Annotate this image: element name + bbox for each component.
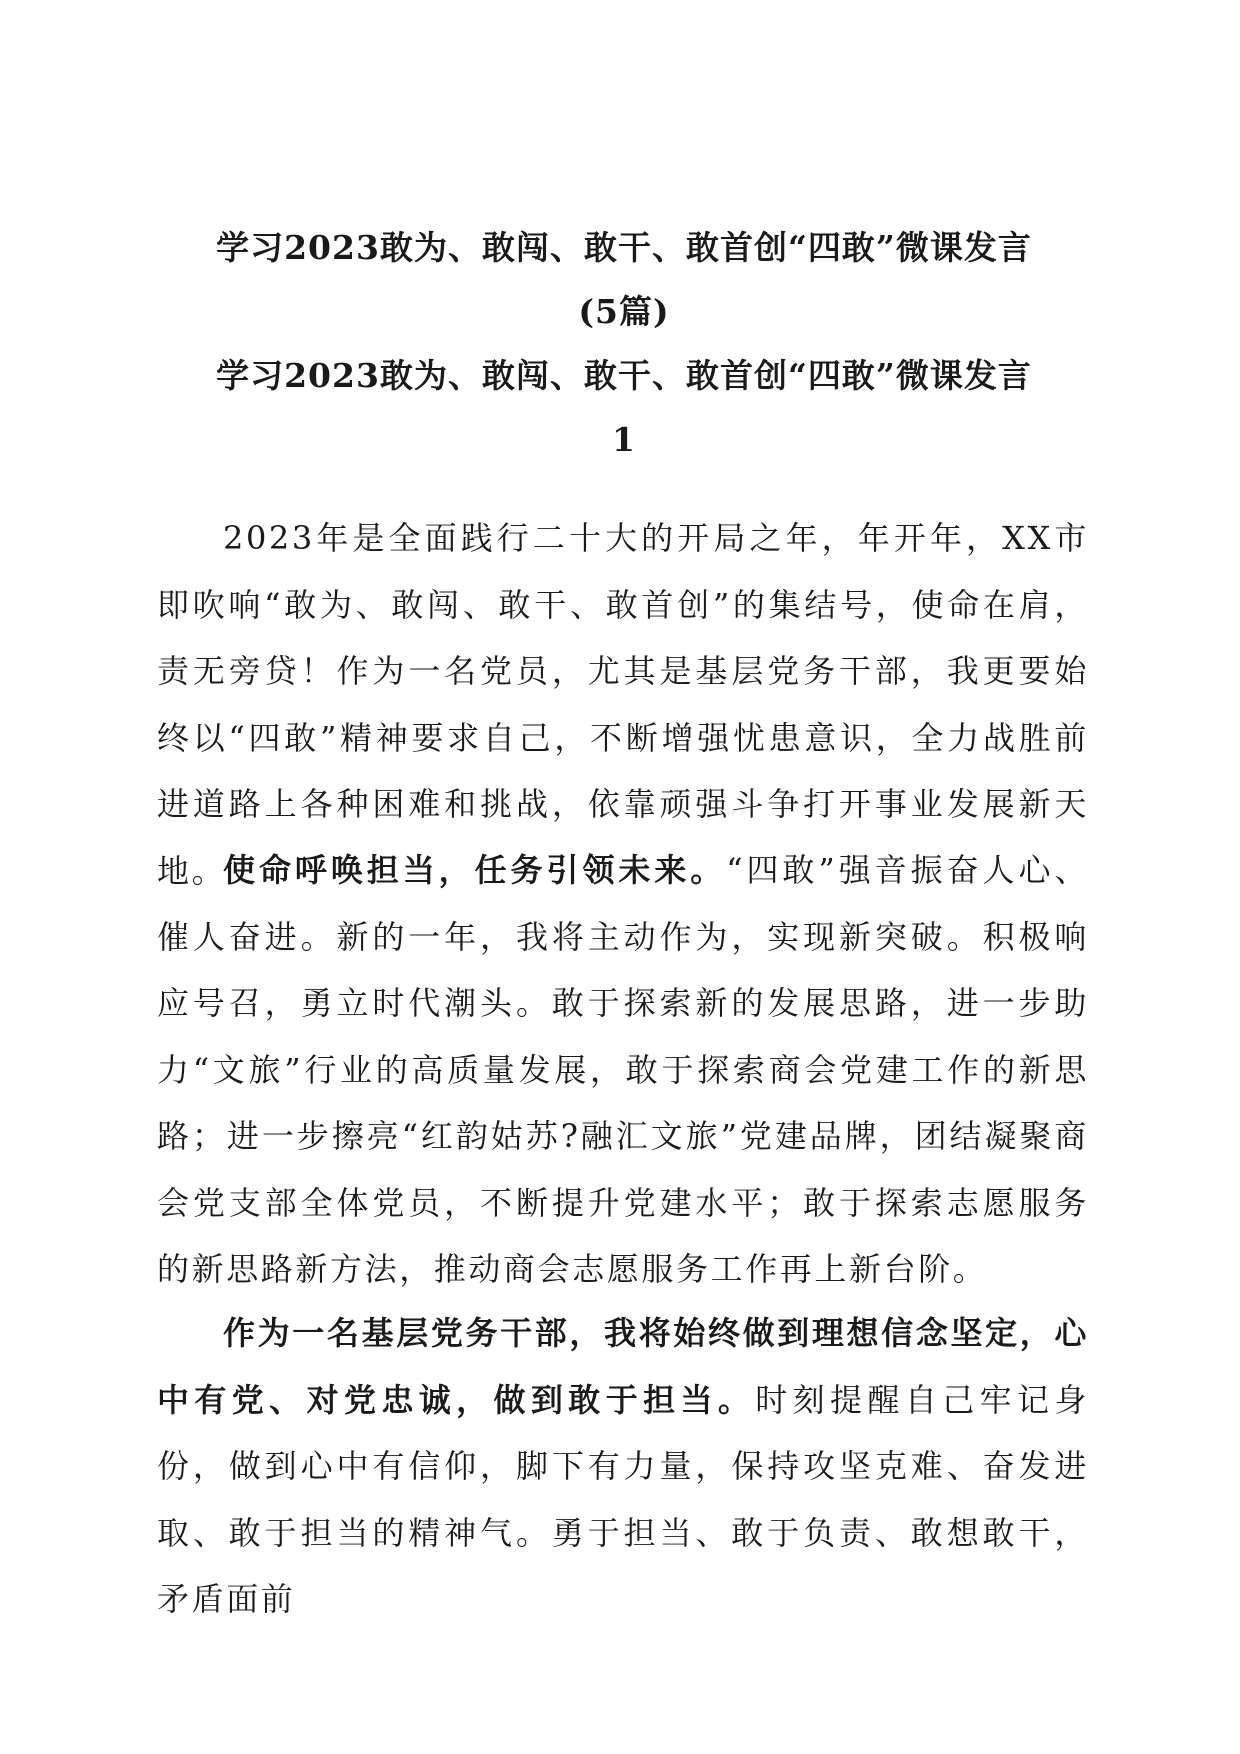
paragraph-2-lead: 使命呼唤担当，任务引领未来。 <box>223 851 727 889</box>
section-number: 1 <box>612 420 636 459</box>
document-title-count: (5篇) <box>578 292 670 331</box>
paragraph-3-lead: 作为一名基层党务干部，我将始终做到理想信念坚定，心中有党、对党忠诚，做到敢于担当。 <box>157 1314 1089 1419</box>
paragraph-2-text: “四敢”强音振奋人心、催人奋进。新的一年，我将主动作为，实现新突破。积极响应号召，勇立时代潮头。敢于探索新的发展思路，进一步助力“文旅”行业的高质量发展，敢于探索商会党建工作的新思路；进一步擦亮“红韵姑苏?融汇文旅”党建品牌，团结凝聚商会党支部全体党员，不断提升党建水平；敢于探索志愿服务的新思路新方法，推动商会志愿服务工作再上新台阶。 <box>157 851 1089 1288</box>
paragraph-3-text: 时刻提醒自己牢记身份，做到心中有信仰，脚下有力量，保持攻坚克难、奋发进取、敢于担当的精神气。勇于担当、敢于负责、敢想敢干，矛盾面前 <box>157 1380 1089 1618</box>
paragraph-2 <box>157 837 1089 1303</box>
section-title: 学习2023敢为、敢闯、敢干、敢首创“四敢”微课发言 <box>216 356 1032 395</box>
document-title: 学习2023敢为、敢闯、敢干、敢首创“四敢”微课发言 <box>216 228 1032 267</box>
paragraph-3 <box>157 1300 1089 1633</box>
paragraph-1-text: 2023年是全面践行二十大的开局之年，年开年，XX市即吹响“敢为、敢闯、敢干、敢首创”的集结号，使命在肩，责无旁贷！作为一名党员，尤其是基层党务干部，我更要始终以“四敢”精神要求自己，不断增强忧患意识，全力战胜前进道路上各种困难和挑战，依靠顽强斗争打开事业发展新天地。 <box>157 519 1089 890</box>
